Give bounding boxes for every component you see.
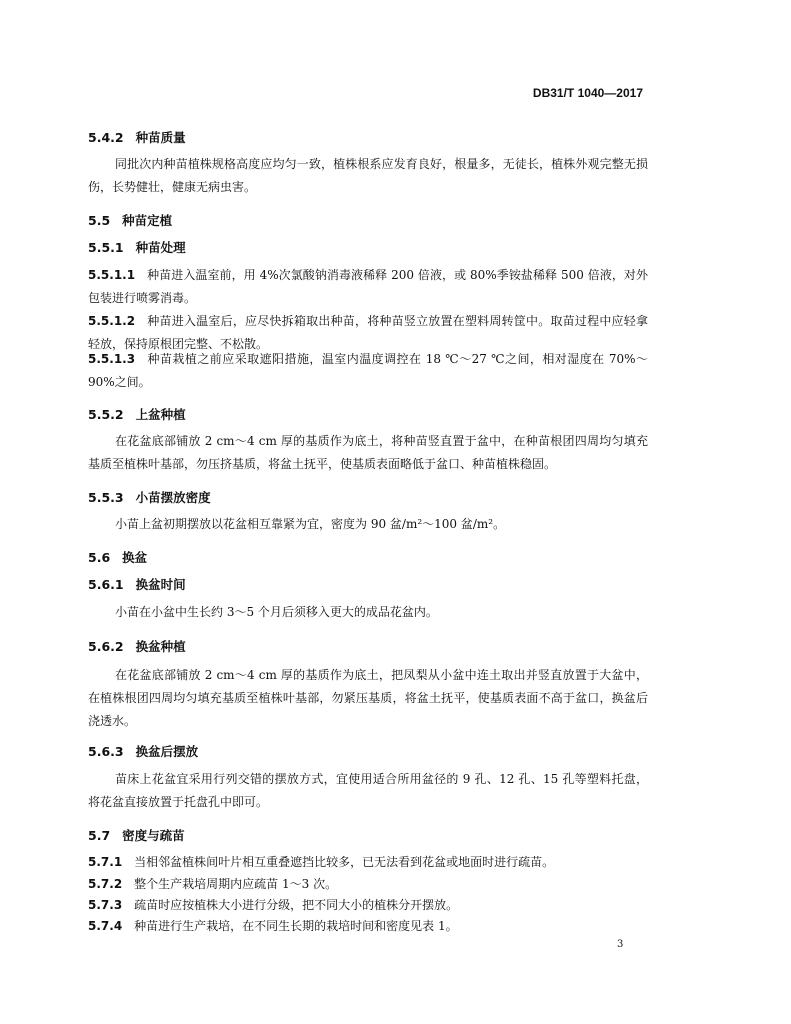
heading-5-5-3: 5.5.3 小苗摆放密度 bbox=[88, 490, 211, 505]
paragraph-5-5-2: 在花盆底部铺放 2 cm～4 cm 厚的基质作为底土，将种苗竖直置于盆中，在种苗根团四周均匀填充基质至植株叶基部，勿压挤基质，将盆土抚平，使基质表面略低于盆口、种苗植株稳固。 bbox=[88, 434, 648, 471]
heading-5-5-2: 5.5.2 上盆种植 bbox=[88, 407, 186, 422]
paragraph-5-6-1: 小苗在小盆中生长约 3～5 个月后须移入更大的成品花盆内。 bbox=[115, 605, 438, 619]
clause-5-7-1: 5.7.1 当相邻盆植株间叶片相互重叠遮挡比较多，已无法看到花盆或地面时进行疏苗。 bbox=[88, 855, 555, 869]
paragraph-5-6-2: 在花盆底部铺放 2 cm～4 cm 厚的基质作为底土，把凤梨从小盆中连土取出并竖直放置于大盆中，在植株根团四周均匀填充基质至植株叶基部，勿紧压基质，将盆土抚平，使基质表面不高于盆口，换盆后浇透水。 bbox=[88, 668, 648, 728]
heading-5-6-2: 5.6.2 换盆种植 bbox=[88, 639, 186, 654]
heading-5-6-1: 5.6.1 换盆时间 bbox=[88, 577, 186, 592]
clause-5-5-1-2: 5.5.1.2 种苗进入温室后，应尽快拆箱取出种苗，将种苗竖立放置在塑料周转筐中。取苗过程中应轻拿轻放，保持原根团完整、不松散。 bbox=[88, 314, 648, 351]
paragraph-5-5-3: 小苗上盆初期摆放以花盆相互靠紧为宜，密度为 90 盆/m²～100 盆/m²。 bbox=[115, 517, 506, 531]
heading-5-5-1: 5.5.1 种苗处理 bbox=[88, 240, 186, 255]
paragraph-5-6-3: 苗床上花盆宜采用行列交错的摆放方式，宜使用适合所用盆径的 9 孔、12 孔、15 孔等塑料托盘，将花盆直接放置于托盘孔中即可。 bbox=[88, 772, 648, 809]
heading-5-7: 5.7 密度与疏苗 bbox=[88, 828, 185, 843]
page-number: 3 bbox=[617, 939, 624, 950]
heading-5-5: 5.5 种苗定植 bbox=[88, 213, 173, 228]
clause-5-7-4: 5.7.4 种苗进行生产栽培，在不同生长期的栽培时间和密度见表 1。 bbox=[88, 919, 458, 933]
clause-5-5-1-1: 5.5.1.1 种苗进入温室前，用 4%次氯酸钠消毒液稀释 200 倍液，或 80%季铵盐稀释 500 倍液，对外包装进行喷雾消毒。 bbox=[88, 268, 648, 305]
heading-5-4-2: 5.4.2 种苗质量 bbox=[88, 130, 186, 145]
paragraph-5-4-2: 同批次内种苗植株规格高度应均匀一致，植株根系应发育良好，根量多，无徒长，植株外观完整无损伤，长势健壮，健康无病虫害。 bbox=[88, 157, 648, 194]
heading-5-6-3: 5.6.3 换盆后摆放 bbox=[88, 744, 199, 759]
heading-5-6: 5.6 换盆 bbox=[88, 550, 148, 565]
document-code: DB31/T 1040—2017 bbox=[532, 86, 643, 100]
clause-5-7-2: 5.7.2 整个生产栽培周期内应疏苗 1～3 次。 bbox=[88, 877, 338, 891]
clause-5-5-1-3: 5.5.1.3 种苗栽植之前应采取遮阳措施，温室内温度调控在 18 ℃～27 ℃之间，相对湿度在 70%～90%之间。 bbox=[88, 352, 648, 389]
clause-5-7-3: 5.7.3 疏苗时应按植株大小进行分级，把不同大小的植株分开摆放。 bbox=[88, 898, 459, 912]
